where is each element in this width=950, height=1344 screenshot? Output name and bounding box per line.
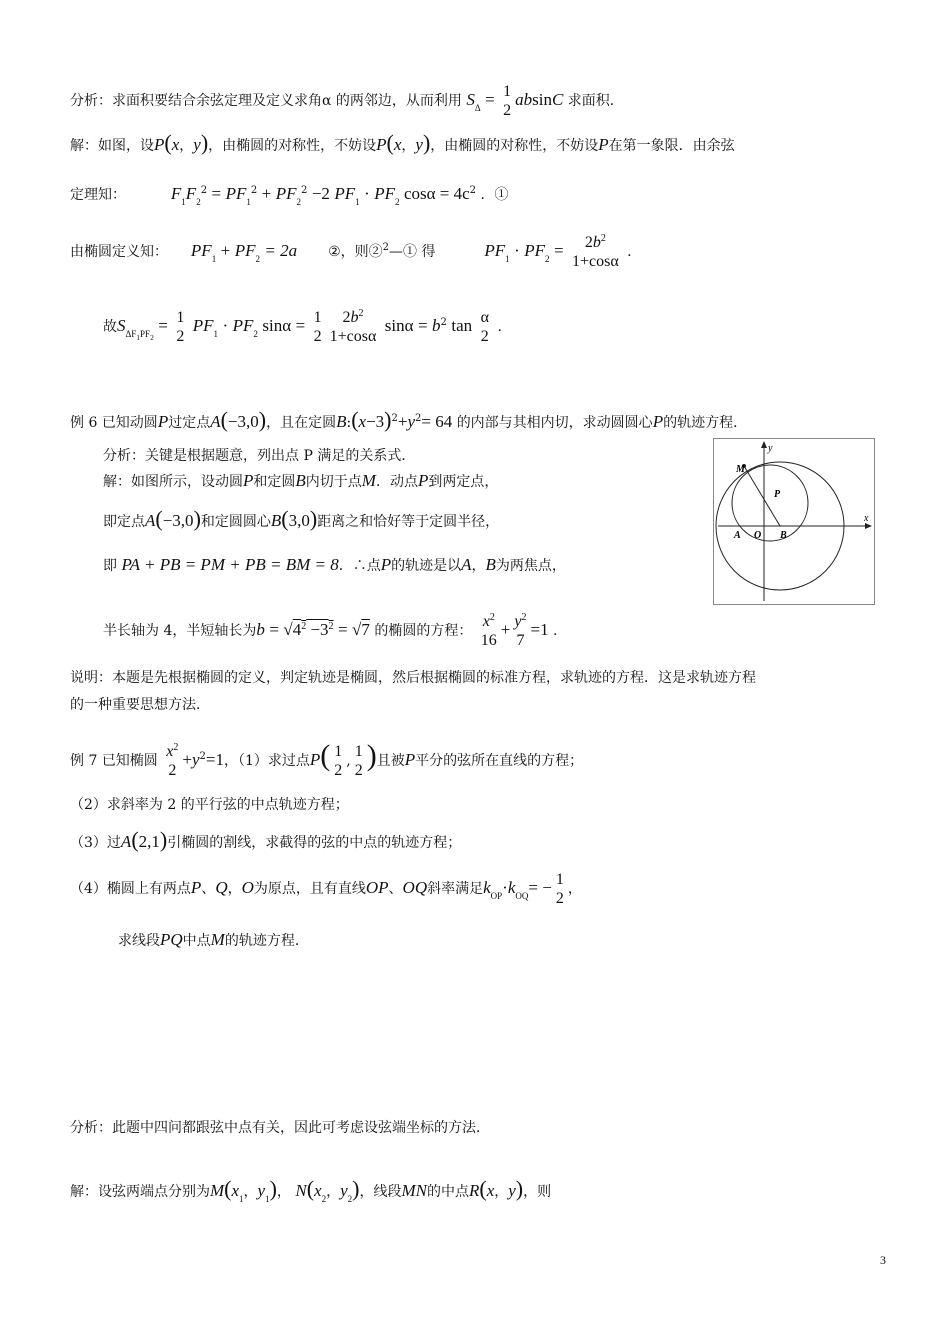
page-number: 3 [880, 1253, 886, 1267]
example-7-q4-cont: 求线段PQ中点M的轨迹方程． [118, 930, 309, 949]
example-6-solution-3: 即 PA + PB = PM + PB = BM = 8．∴点P的轨迹是以A，B为两焦点， [103, 555, 566, 574]
remark-line-2: 的一种重要思想方法． [70, 697, 210, 713]
analysis-line-1: 分析：求面积要结合余弦定理及定义求角α 的两邻边，从而利用 $S_\Delta$ = 1 2 absinC 求面积． [70, 83, 624, 120]
text: 求面积． [567, 93, 624, 110]
example-7-solution: 解：设弦两端点分别为$M(x_1$，$y_1$)， $N(x_2$，$y_2$)，线段MN的中点R(x，y)，则 [70, 1176, 552, 1204]
figure-label: O [754, 530, 762, 541]
example-6-solution-1: 解：如图所示，设动圆P和定圆B内切于点M．动点P到两定点， [103, 471, 499, 490]
figure-label: y [768, 443, 773, 454]
example-6-solution-2: 即定点A(−3,0)和定圆圆心B(3,0)距离之和恰好等于定圆半径， [103, 506, 500, 531]
figure-label: x [864, 513, 869, 524]
figure-label: P [774, 489, 781, 500]
example-6-title: 例 6 已知动圆P过定点A(−3,0)，且在定圆$B:(x-3)^2+y^2= 64$ 的内部与其相内切，求动圆圆心P的轨迹方程． [70, 407, 748, 432]
figure-label: B [780, 530, 787, 541]
example-7-q4: （4）椭圆上有两点P、Q，O为原点，且有直线OP、OQ斜率满足$k_{OP}\cdot k_{OQ}=$ − 1 2 ， [70, 871, 582, 908]
cosine-line: 定理知： $F_1F_2^2 = PF_1^2 + PF_2^2 -2$ $PF_1 \cdot PF_2$ $\cos\alpha = 4c^2$ ．① [70, 184, 509, 207]
example-6-analysis: 分析：关键是根据题意，列出点 P 满足的关系式． [103, 448, 416, 464]
area-line: 故$S_{\Delta F_1PF_2}$ = 1 2 $PF_1 \cdot PF_2$ sinα = 1 2 $2b^2$ 1+cosα $\sin\alpha = b^2$ tan α 2 . [103, 308, 502, 346]
solution-line-1: 解：如图，设P(x，y)，由椭圆的对称性，不妨设P(x，y)，由椭圆的对称性，不妨设P在第一象限．由余弦 [70, 130, 735, 155]
example-7-title: 例 7 已知椭圆 $x^2$ 2 $+y^2=1$，（1）求过点P( 1 2 , 1 2 )且被P平分的弦所在直线的方程； [70, 739, 584, 779]
text: 分析：求面积要结合余弦定理及定义求角α 的两邻边，从而利用 [70, 93, 462, 110]
circle-figure [713, 438, 875, 605]
definition-line: 由椭圆定义知： $PF_1 + PF_2 = 2a$ ②，则②$^2$—① 得 $PF_1 \cdot PF_2$ = $2b^2$ 1+cosα . [70, 233, 632, 271]
example-6-solution-4: 半长轴为 4，半短轴长为$b = √4^2 -3^2 = √7$ 的椭圆的方程： $x^2$ 16 + $y^2$ 7 =1 . [103, 612, 558, 650]
fraction: 1 2 [503, 83, 512, 120]
figure-label: M [736, 464, 745, 475]
figure-label: A [734, 530, 741, 541]
example-7-q2: （2）求斜率为 2 的平行弦的中点轨迹方程； [70, 797, 349, 813]
example-7-analysis: 分析：此题中四问都跟弦中点有关，因此可考虑设弦端坐标的方法． [70, 1120, 490, 1136]
example-7-q3: （3）过A(2,1)引椭圆的割线，求截得的弦的中点的轨迹方程； [70, 827, 462, 852]
remark-line-1: 说明：本题是先根据椭圆的定义，判定轨迹是椭圆，然后根据椭圆的标准方程，求轨迹的方程．这是求轨迹方程 [70, 670, 756, 686]
